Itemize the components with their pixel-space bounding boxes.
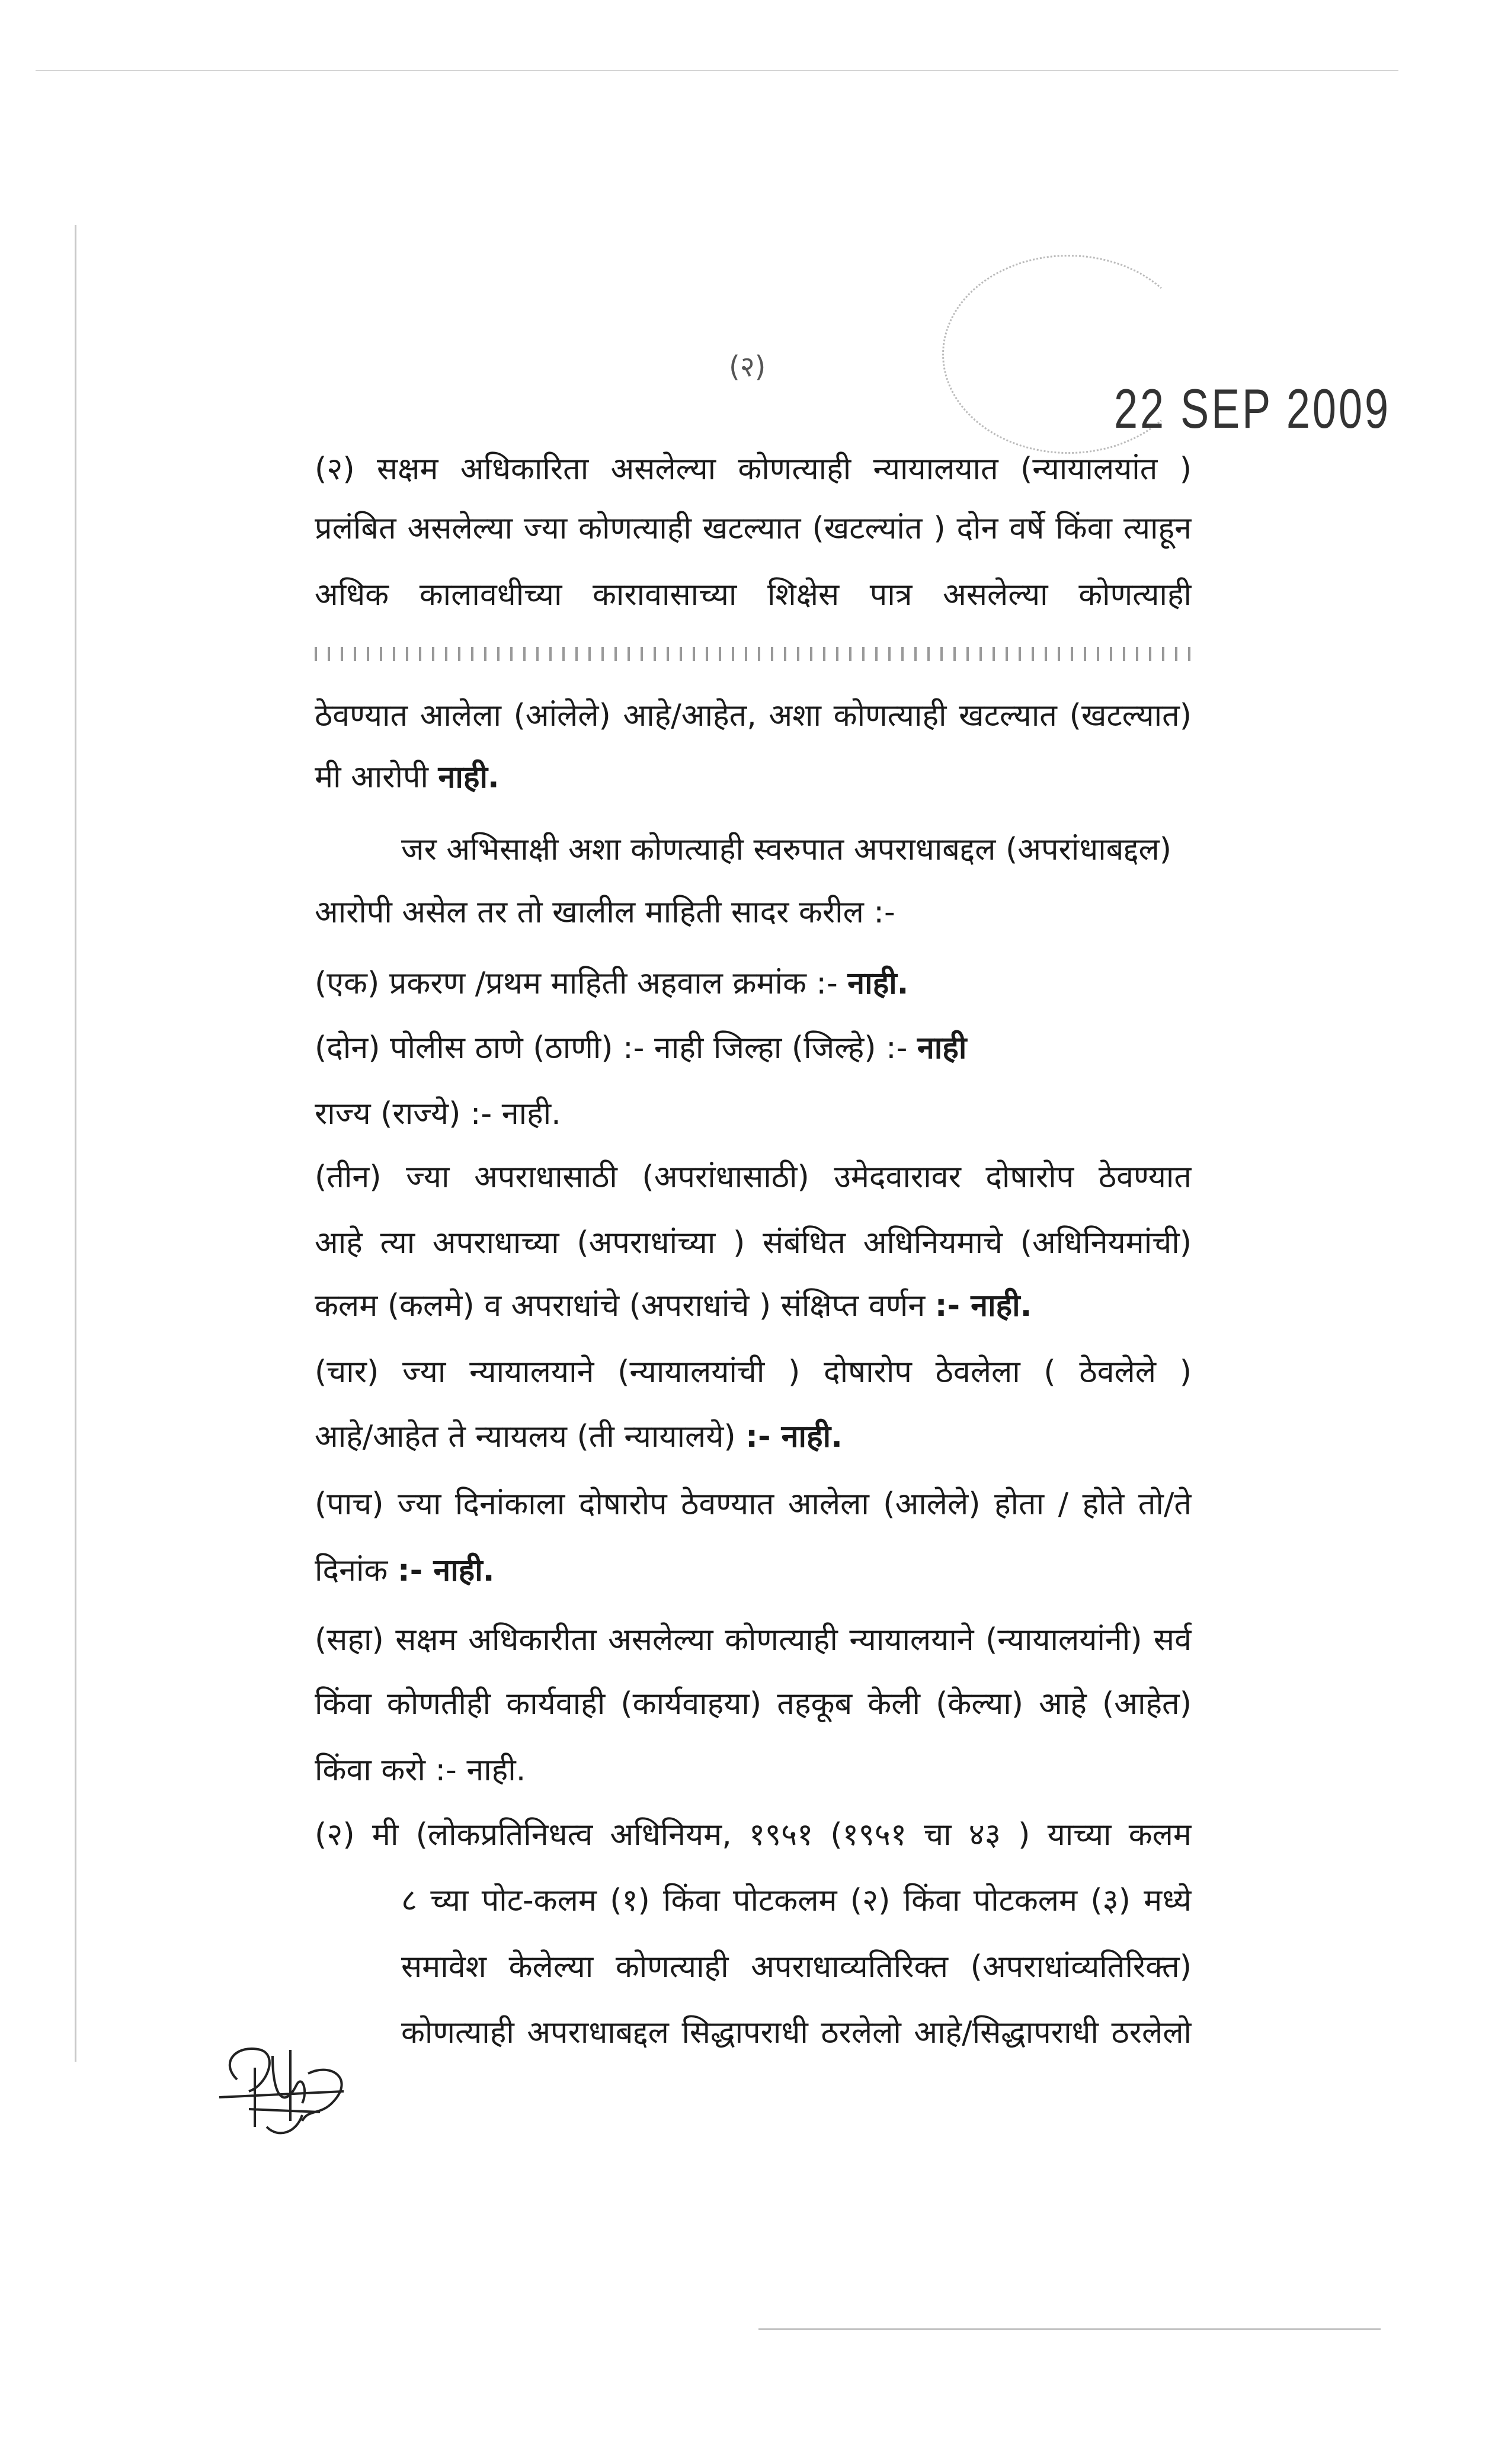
- answer-text: :- नाही.: [745, 1419, 843, 1454]
- scan-edge-left: [75, 225, 76, 2062]
- line-text: (सहा) सक्षम अधिकारीता असलेल्या कोणत्याही न्यायालयाने (न्यायालयांनी) सर्व: [315, 1622, 1192, 1658]
- text-line: [315, 1674, 1192, 1734]
- line-text: अधिक कालावधीच्या कारावासाच्या शिक्षेस पात्र असलेल्या कोणत्याही: [315, 577, 1192, 613]
- text-line: [315, 1084, 561, 1143]
- answer-text: :- नाही.: [934, 1288, 1032, 1324]
- text-line: [315, 440, 1192, 499]
- text-line: [315, 499, 1192, 558]
- text-line: [315, 954, 908, 1013]
- answer-text: :- नाही.: [397, 1553, 495, 1588]
- text-line: [401, 820, 1171, 879]
- line-text: राज्य (राज्ये) :- नाही.: [315, 1096, 561, 1132]
- line-text: (२) मी (लोकप्रतिनिधत्व अधिनियम, १९५१ (१९५१ चा ४३ ) याच्या कलम: [315, 1817, 1192, 1853]
- line-text: मी आरोपी: [315, 760, 438, 795]
- line-text: जर अभिसाक्षी अशा कोणत्याही स्वरुपात अपराधाबद्दल (अपरांधाबद्दल): [401, 832, 1172, 867]
- line-text: किंवा कोणतीही कार्यवाही (कार्यवाहया) तहकूब केली (केल्या) आहे (आहेत): [315, 1686, 1192, 1722]
- illegible-line: [315, 647, 1192, 661]
- answer-text: नाही.: [438, 760, 500, 795]
- text-line: [401, 1937, 1192, 1997]
- text-line: [315, 565, 1192, 624]
- line-text: आरोपी असेल तर तो खालील माहिती सादर करील :-: [315, 895, 895, 930]
- answer-text: नाही: [917, 1030, 967, 1066]
- line-text: (चार) ज्या न्यायालयाने (न्यायालयांची ) दोषारोप ठेवलेला ( ठेवलेले ): [315, 1354, 1192, 1390]
- date-stamp: 22 SEP 2009: [1114, 379, 1391, 440]
- signature: [213, 2038, 379, 2151]
- line-text: आहे/आहेत ते न्यायलय (ती न्यायालये): [315, 1419, 746, 1454]
- scan-edge-top: [36, 70, 1398, 71]
- text-line: [315, 883, 895, 942]
- line-text: समावेश केलेल्या कोणत्याही अपराधाव्यतिरिक्त (अपराधांव्यतिरिक्त): [401, 1949, 1192, 1985]
- text-line: [315, 686, 1192, 745]
- text-line: [315, 1741, 526, 1800]
- text-line: [315, 1213, 1192, 1273]
- text-line: [315, 1407, 843, 1466]
- line-text: प्रलंबित असलेल्या ज्या कोणत्याही खटल्यात (खटल्यांत ) दोन वर्षे किंवा त्याहून: [315, 511, 1192, 546]
- scan-edge-bottom: [758, 2328, 1381, 2330]
- line-text: (एक) प्रकरण /प्रथम माहिती अहवाल क्रमांक :-: [315, 966, 848, 1001]
- line-text: (पाच) ज्या दिनांकाला दोषारोप ठेवण्यात आलेला (आलेले) होता / होते तो/ते: [315, 1486, 1192, 1522]
- answer-text: नाही.: [847, 966, 909, 1001]
- text-line: [401, 2003, 1192, 2062]
- text-line: [315, 1541, 495, 1600]
- text-line: [401, 1871, 1192, 1930]
- line-text: ८ च्या पोट-कलम (१) किंवा पोटकलम (२) किंवा पोटकलम (३) मध्ये: [401, 1883, 1192, 1918]
- line-text: (२) सक्षम अधिकारिता असलेल्या कोणत्याही न्यायालयात (न्यायालयांत ): [315, 451, 1192, 487]
- line-text: कलम (कलमे) व अपराधांचे (अपराधांचे ) संक्षिप्त वर्णन: [315, 1288, 935, 1324]
- line-text: आहे त्या अपराधाच्या (अपराधांच्या ) संबंधित अधिनियमाचे (अधिनियमांची): [315, 1225, 1192, 1261]
- text-line: [315, 1342, 1192, 1402]
- line-text: (तीन) ज्या अपराधासाठी (अपरांधासाठी) उमेदवारावर दोषारोप ठेवण्यात: [315, 1159, 1192, 1195]
- line-text: कोणत्याही अपराधाबद्दल सिद्धापराधी ठरलेलो आहे/सिद्धापराधी ठरलेलो: [401, 2015, 1192, 2050]
- text-line: [315, 1148, 1192, 1207]
- text-line: [315, 1475, 1192, 1534]
- line-text: ठेवण्यात आलेला (आंलेले) आहे/आहेत, अशा कोणत्याही खटल्यात (खटल्यात): [315, 698, 1192, 733]
- line-text: (दोन) पोलीस ठाणे (ठाणी) :- नाही जिल्हा (जिल्हे) :-: [315, 1030, 917, 1066]
- text-line: [315, 1018, 966, 1078]
- line-text: किंवा करो :- नाही.: [315, 1752, 526, 1788]
- text-line: [315, 748, 500, 807]
- line-text: दिनांक: [315, 1553, 398, 1588]
- text-line: [315, 1276, 1032, 1335]
- text-line: [315, 1610, 1192, 1670]
- text-line: [315, 1805, 1192, 1864]
- page-number: (२): [729, 350, 766, 383]
